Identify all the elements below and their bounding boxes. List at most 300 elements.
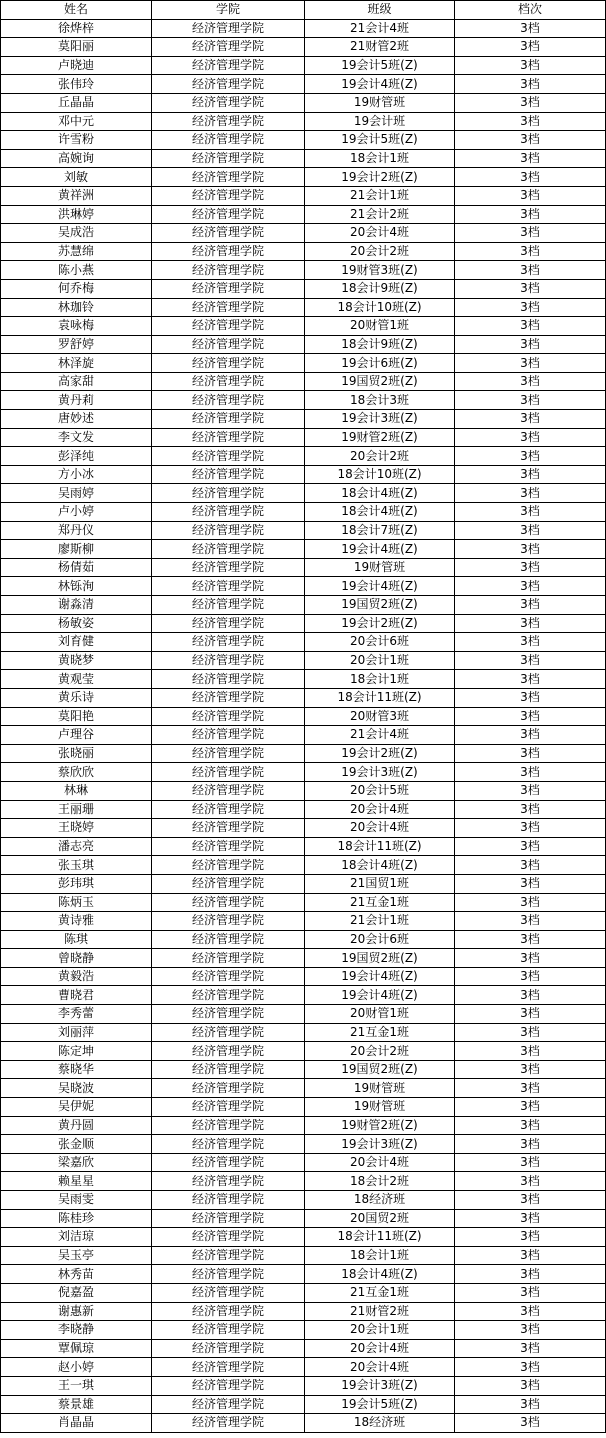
class-cell: 21财管2班 (305, 38, 455, 57)
table-row (1, 242, 606, 261)
college-cell: 经济管理学院 (152, 19, 305, 38)
table-row (1, 1376, 606, 1395)
college-cell: 经济管理学院 (152, 986, 305, 1005)
level-cell: 3档 (455, 428, 606, 447)
college-cell: 经济管理学院 (152, 224, 305, 243)
name-cell: 吴伊妮 (1, 1098, 152, 1117)
table-row (1, 521, 606, 540)
class-cell: 19会计班 (305, 112, 455, 131)
table-row (1, 410, 606, 429)
name-cell: 林铄洵 (1, 577, 152, 596)
table-row (1, 912, 606, 931)
class-cell: 19会计5班(Z) (305, 1395, 455, 1414)
college-cell: 经济管理学院 (152, 410, 305, 429)
name-cell: 黄丹圆 (1, 1116, 152, 1135)
name-cell: 袁咏梅 (1, 317, 152, 336)
table-row (1, 633, 606, 652)
class-cell: 19会计4班(Z) (305, 967, 455, 986)
level-cell: 3档 (455, 317, 606, 336)
class-cell: 19财管班 (305, 1079, 455, 1098)
class-cell: 18会计11班(Z) (305, 688, 455, 707)
class-cell: 19会计3班(Z) (305, 1376, 455, 1395)
class-cell: 18会计1班 (305, 149, 455, 168)
class-cell: 19财管班 (305, 1098, 455, 1117)
name-cell: 张晓丽 (1, 744, 152, 763)
college-cell: 经济管理学院 (152, 391, 305, 410)
table-row (1, 1283, 606, 1302)
college-cell: 经济管理学院 (152, 1209, 305, 1228)
name-cell: 邓中元 (1, 112, 152, 131)
table-row (1, 1153, 606, 1172)
college-cell: 经济管理学院 (152, 56, 305, 75)
class-cell: 18会计3班 (305, 391, 455, 410)
class-cell: 19会计4班(Z) (305, 540, 455, 559)
level-cell: 3档 (455, 1228, 606, 1247)
level-cell: 3档 (455, 1358, 606, 1377)
college-cell: 经济管理学院 (152, 1023, 305, 1042)
table-row (1, 19, 606, 38)
name-cell: 罗舒婷 (1, 335, 152, 354)
table-row (1, 168, 606, 187)
college-cell: 经济管理学院 (152, 484, 305, 503)
class-cell: 20会计2班 (305, 242, 455, 261)
college-cell: 经济管理学院 (152, 1172, 305, 1191)
table-row (1, 261, 606, 280)
college-cell: 经济管理学院 (152, 1060, 305, 1079)
table-row (1, 56, 606, 75)
college-cell: 经济管理学院 (152, 298, 305, 317)
table-row (1, 205, 606, 224)
class-cell: 20会计6班 (305, 930, 455, 949)
college-cell: 经济管理学院 (152, 967, 305, 986)
table-row (1, 614, 606, 633)
level-cell: 3档 (455, 354, 606, 373)
table-row (1, 577, 606, 596)
table-header (1, 1, 606, 20)
table-row (1, 1246, 606, 1265)
level-cell: 3档 (455, 1376, 606, 1395)
level-cell: 3档 (455, 577, 606, 596)
name-cell: 刘敏 (1, 168, 152, 187)
table-row (1, 1116, 606, 1135)
class-cell: 19国贸2班(Z) (305, 372, 455, 391)
level-cell: 3档 (455, 447, 606, 466)
college-cell: 经济管理学院 (152, 447, 305, 466)
name-cell: 卢小婷 (1, 503, 152, 522)
college-cell: 经济管理学院 (152, 503, 305, 522)
name-cell: 曾晓静 (1, 949, 152, 968)
name-cell: 林泽旋 (1, 354, 152, 373)
level-cell: 3档 (455, 465, 606, 484)
level-cell: 3档 (455, 38, 606, 57)
class-cell: 21互金1班 (305, 1023, 455, 1042)
table-row (1, 391, 606, 410)
name-cell: 吴雨婷 (1, 484, 152, 503)
level-cell: 3档 (455, 484, 606, 503)
header-class: 班级 (305, 1, 455, 20)
name-cell: 覃佩琼 (1, 1339, 152, 1358)
table-row (1, 744, 606, 763)
level-cell: 3档 (455, 168, 606, 187)
level-cell: 3档 (455, 893, 606, 912)
name-cell: 刘丽萍 (1, 1023, 152, 1042)
table-row (1, 93, 606, 112)
table-row (1, 112, 606, 131)
college-cell: 经济管理学院 (152, 800, 305, 819)
level-cell: 3档 (455, 1135, 606, 1154)
level-cell: 3档 (455, 1321, 606, 1340)
table-row (1, 186, 606, 205)
college-cell: 经济管理学院 (152, 558, 305, 577)
table-row (1, 1358, 606, 1377)
table-row (1, 428, 606, 447)
name-cell: 张金顺 (1, 1135, 152, 1154)
college-cell: 经济管理学院 (152, 707, 305, 726)
level-cell: 3档 (455, 614, 606, 633)
table-row (1, 131, 606, 150)
name-cell: 彭泽纯 (1, 447, 152, 466)
level-cell: 3档 (455, 1116, 606, 1135)
level-cell: 3档 (455, 1060, 606, 1079)
college-cell: 经济管理学院 (152, 596, 305, 615)
class-cell: 20会计4班 (305, 1358, 455, 1377)
name-cell: 卢理谷 (1, 726, 152, 745)
college-cell: 经济管理学院 (152, 1376, 305, 1395)
table-row (1, 670, 606, 689)
college-cell: 经济管理学院 (152, 856, 305, 875)
college-cell: 经济管理学院 (152, 651, 305, 670)
class-cell: 19会计5班(Z) (305, 56, 455, 75)
level-cell: 3档 (455, 912, 606, 931)
class-cell: 18会计7班(Z) (305, 521, 455, 540)
level-cell: 3档 (455, 335, 606, 354)
table-row (1, 465, 606, 484)
class-cell: 21会计2班 (305, 205, 455, 224)
college-cell: 经济管理学院 (152, 131, 305, 150)
table-row (1, 651, 606, 670)
class-cell: 20会计4班 (305, 224, 455, 243)
level-cell: 3档 (455, 112, 606, 131)
college-cell: 经济管理学院 (152, 261, 305, 280)
college-cell: 经济管理学院 (152, 1395, 305, 1414)
class-cell: 21互金1班 (305, 893, 455, 912)
name-cell: 李秀蕾 (1, 1005, 152, 1024)
name-cell: 莫阳艳 (1, 707, 152, 726)
class-cell: 20会计1班 (305, 651, 455, 670)
table-row (1, 1339, 606, 1358)
table-row (1, 354, 606, 373)
college-cell: 经济管理学院 (152, 670, 305, 689)
level-cell: 3档 (455, 967, 606, 986)
name-cell: 杨倩茹 (1, 558, 152, 577)
college-cell: 经济管理学院 (152, 317, 305, 336)
class-cell: 21会计1班 (305, 186, 455, 205)
class-cell: 19财管班 (305, 558, 455, 577)
college-cell: 经济管理学院 (152, 521, 305, 540)
name-cell: 陈炳玉 (1, 893, 152, 912)
college-cell: 经济管理学院 (152, 149, 305, 168)
college-cell: 经济管理学院 (152, 1321, 305, 1340)
class-cell: 19会计4班(Z) (305, 986, 455, 1005)
table-row (1, 317, 606, 336)
name-cell: 莫阳丽 (1, 38, 152, 57)
level-cell: 3档 (455, 1339, 606, 1358)
level-cell: 3档 (455, 372, 606, 391)
level-cell: 3档 (455, 19, 606, 38)
table-row (1, 484, 606, 503)
name-cell: 方小冰 (1, 465, 152, 484)
college-cell: 经济管理学院 (152, 763, 305, 782)
level-cell: 3档 (455, 763, 606, 782)
level-cell: 3档 (455, 949, 606, 968)
college-cell: 经济管理学院 (152, 874, 305, 893)
table-row (1, 1321, 606, 1340)
class-cell: 21会计4班 (305, 19, 455, 38)
table-row (1, 149, 606, 168)
table-row (1, 707, 606, 726)
name-cell: 黄乐诗 (1, 688, 152, 707)
class-cell: 18会计9班(Z) (305, 335, 455, 354)
table-row (1, 38, 606, 57)
level-cell: 3档 (455, 205, 606, 224)
class-cell: 19会计3班(Z) (305, 1135, 455, 1154)
level-cell: 3档 (455, 224, 606, 243)
name-cell: 王一琪 (1, 1376, 152, 1395)
class-cell: 18会计2班 (305, 1172, 455, 1191)
name-cell: 赵小婷 (1, 1358, 152, 1377)
class-cell: 18会计10班(Z) (305, 298, 455, 317)
college-cell: 经济管理学院 (152, 930, 305, 949)
name-cell: 刘育健 (1, 633, 152, 652)
class-cell: 19会计3班(Z) (305, 763, 455, 782)
class-cell: 21互金1班 (305, 1283, 455, 1302)
table-row (1, 1005, 606, 1024)
level-cell: 3档 (455, 856, 606, 875)
level-cell: 3档 (455, 521, 606, 540)
class-cell: 18会计4班(Z) (305, 856, 455, 875)
level-cell: 3档 (455, 800, 606, 819)
name-cell: 洪琳婷 (1, 205, 152, 224)
name-cell: 王丽珊 (1, 800, 152, 819)
name-cell: 黄祥洲 (1, 186, 152, 205)
level-cell: 3档 (455, 503, 606, 522)
name-cell: 蔡景雄 (1, 1395, 152, 1414)
college-cell: 经济管理学院 (152, 540, 305, 559)
class-cell: 19财管班 (305, 93, 455, 112)
table-row (1, 763, 606, 782)
college-cell: 经济管理学院 (152, 1283, 305, 1302)
college-cell: 经济管理学院 (152, 614, 305, 633)
level-cell: 3档 (455, 56, 606, 75)
level-cell: 3档 (455, 744, 606, 763)
class-cell: 19会计5班(Z) (305, 131, 455, 150)
class-cell: 20会计2班 (305, 447, 455, 466)
name-cell: 蔡晓华 (1, 1060, 152, 1079)
name-cell: 黄晓梦 (1, 651, 152, 670)
name-cell: 陈琪 (1, 930, 152, 949)
class-cell: 20会计6班 (305, 633, 455, 652)
table-row (1, 1414, 606, 1433)
college-cell: 经济管理学院 (152, 1135, 305, 1154)
class-cell: 20会计4班 (305, 1339, 455, 1358)
college-cell: 经济管理学院 (152, 112, 305, 131)
table-row (1, 279, 606, 298)
level-cell: 3档 (455, 819, 606, 838)
name-cell: 陈定坤 (1, 1042, 152, 1061)
college-cell: 经济管理学院 (152, 335, 305, 354)
name-cell: 苏慧绵 (1, 242, 152, 261)
name-cell: 张伟玲 (1, 75, 152, 94)
class-cell: 21会计1班 (305, 912, 455, 931)
class-cell: 20财管3班 (305, 707, 455, 726)
college-cell: 经济管理学院 (152, 1339, 305, 1358)
class-cell: 18经济班 (305, 1414, 455, 1433)
name-cell: 徐烨梓 (1, 19, 152, 38)
class-cell: 20财管1班 (305, 1005, 455, 1024)
class-cell: 20会计5班 (305, 781, 455, 800)
table-row (1, 1302, 606, 1321)
table-row (1, 1265, 606, 1284)
level-cell: 3档 (455, 186, 606, 205)
level-cell: 3档 (455, 261, 606, 280)
college-cell: 经济管理学院 (152, 205, 305, 224)
class-cell: 19国贸2班(Z) (305, 949, 455, 968)
class-cell: 20国贸2班 (305, 1209, 455, 1228)
level-cell: 3档 (455, 986, 606, 1005)
college-cell: 经济管理学院 (152, 1191, 305, 1210)
name-cell: 黄观莹 (1, 670, 152, 689)
college-cell: 经济管理学院 (152, 1228, 305, 1247)
name-cell: 林珈铃 (1, 298, 152, 317)
class-cell: 19会计2班(Z) (305, 744, 455, 763)
table-row (1, 781, 606, 800)
name-cell: 卢晓迪 (1, 56, 152, 75)
college-cell: 经济管理学院 (152, 744, 305, 763)
class-cell: 19财管2班(Z) (305, 428, 455, 447)
class-cell: 18会计11班(Z) (305, 1228, 455, 1247)
class-cell: 20财管1班 (305, 317, 455, 336)
table-row (1, 558, 606, 577)
college-cell: 经济管理学院 (152, 372, 305, 391)
level-cell: 3档 (455, 1414, 606, 1433)
college-cell: 经济管理学院 (152, 1302, 305, 1321)
college-cell: 经济管理学院 (152, 75, 305, 94)
level-cell: 3档 (455, 874, 606, 893)
class-cell: 21财管2班 (305, 1302, 455, 1321)
table-row (1, 503, 606, 522)
table-row (1, 986, 606, 1005)
level-cell: 3档 (455, 1283, 606, 1302)
college-cell: 经济管理学院 (152, 633, 305, 652)
level-cell: 3档 (455, 558, 606, 577)
table-row (1, 1209, 606, 1228)
level-cell: 3档 (455, 1302, 606, 1321)
table-row (1, 949, 606, 968)
class-cell: 19会计3班(Z) (305, 410, 455, 429)
class-cell: 19国贸2班(Z) (305, 596, 455, 615)
level-cell: 3档 (455, 75, 606, 94)
name-cell: 曹晓君 (1, 986, 152, 1005)
name-cell: 高婉询 (1, 149, 152, 168)
table-row (1, 819, 606, 838)
name-cell: 林琳 (1, 781, 152, 800)
level-cell: 3档 (455, 707, 606, 726)
college-cell: 经济管理学院 (152, 688, 305, 707)
name-cell: 彭玮琪 (1, 874, 152, 893)
table-row (1, 1060, 606, 1079)
college-cell: 经济管理学院 (152, 1098, 305, 1117)
level-cell: 3档 (455, 1042, 606, 1061)
level-cell: 3档 (455, 1172, 606, 1191)
college-cell: 经济管理学院 (152, 726, 305, 745)
college-cell: 经济管理学院 (152, 168, 305, 187)
table-row (1, 726, 606, 745)
level-cell: 3档 (455, 930, 606, 949)
table-row (1, 1228, 606, 1247)
table-row (1, 1172, 606, 1191)
name-cell: 赖星星 (1, 1172, 152, 1191)
name-cell: 林秀苗 (1, 1265, 152, 1284)
level-cell: 3档 (455, 1005, 606, 1024)
name-cell: 梁嘉欣 (1, 1153, 152, 1172)
name-cell: 吴雨雯 (1, 1191, 152, 1210)
class-cell: 19财管3班(Z) (305, 261, 455, 280)
name-cell: 高家甜 (1, 372, 152, 391)
class-cell: 18会计11班(Z) (305, 837, 455, 856)
college-cell: 经济管理学院 (152, 949, 305, 968)
college-cell: 经济管理学院 (152, 1079, 305, 1098)
class-cell: 19财管2班(Z) (305, 1116, 455, 1135)
table-row (1, 1079, 606, 1098)
class-cell: 19会计4班(Z) (305, 75, 455, 94)
level-cell: 3档 (455, 688, 606, 707)
level-cell: 3档 (455, 596, 606, 615)
level-cell: 3档 (455, 1265, 606, 1284)
table-row (1, 967, 606, 986)
class-cell: 20会计1班 (305, 1321, 455, 1340)
name-cell: 许雪粉 (1, 131, 152, 150)
name-cell: 刘洁琼 (1, 1228, 152, 1247)
college-cell: 经济管理学院 (152, 279, 305, 298)
name-cell: 潘志亮 (1, 837, 152, 856)
level-cell: 3档 (455, 242, 606, 261)
class-cell: 20会计2班 (305, 1042, 455, 1061)
header-name: 姓名 (1, 1, 152, 20)
name-cell: 李文发 (1, 428, 152, 447)
college-cell: 经济管理学院 (152, 93, 305, 112)
level-cell: 3档 (455, 1191, 606, 1210)
level-cell: 3档 (455, 540, 606, 559)
header-level: 档次 (455, 1, 606, 20)
header-college: 学院 (152, 1, 305, 20)
table-row (1, 893, 606, 912)
level-cell: 3档 (455, 1079, 606, 1098)
college-cell: 经济管理学院 (152, 1358, 305, 1377)
class-cell: 18会计4班(Z) (305, 484, 455, 503)
class-cell: 18经济班 (305, 1191, 455, 1210)
class-cell: 19国贸2班(Z) (305, 1060, 455, 1079)
class-cell: 18会计9班(Z) (305, 279, 455, 298)
college-cell: 经济管理学院 (152, 1005, 305, 1024)
name-cell: 张玉琪 (1, 856, 152, 875)
table-row (1, 930, 606, 949)
college-cell: 经济管理学院 (152, 819, 305, 838)
class-cell: 21国贸1班 (305, 874, 455, 893)
level-cell: 3档 (455, 93, 606, 112)
class-cell: 18会计1班 (305, 670, 455, 689)
table-row (1, 688, 606, 707)
name-cell: 黄诗雅 (1, 912, 152, 931)
